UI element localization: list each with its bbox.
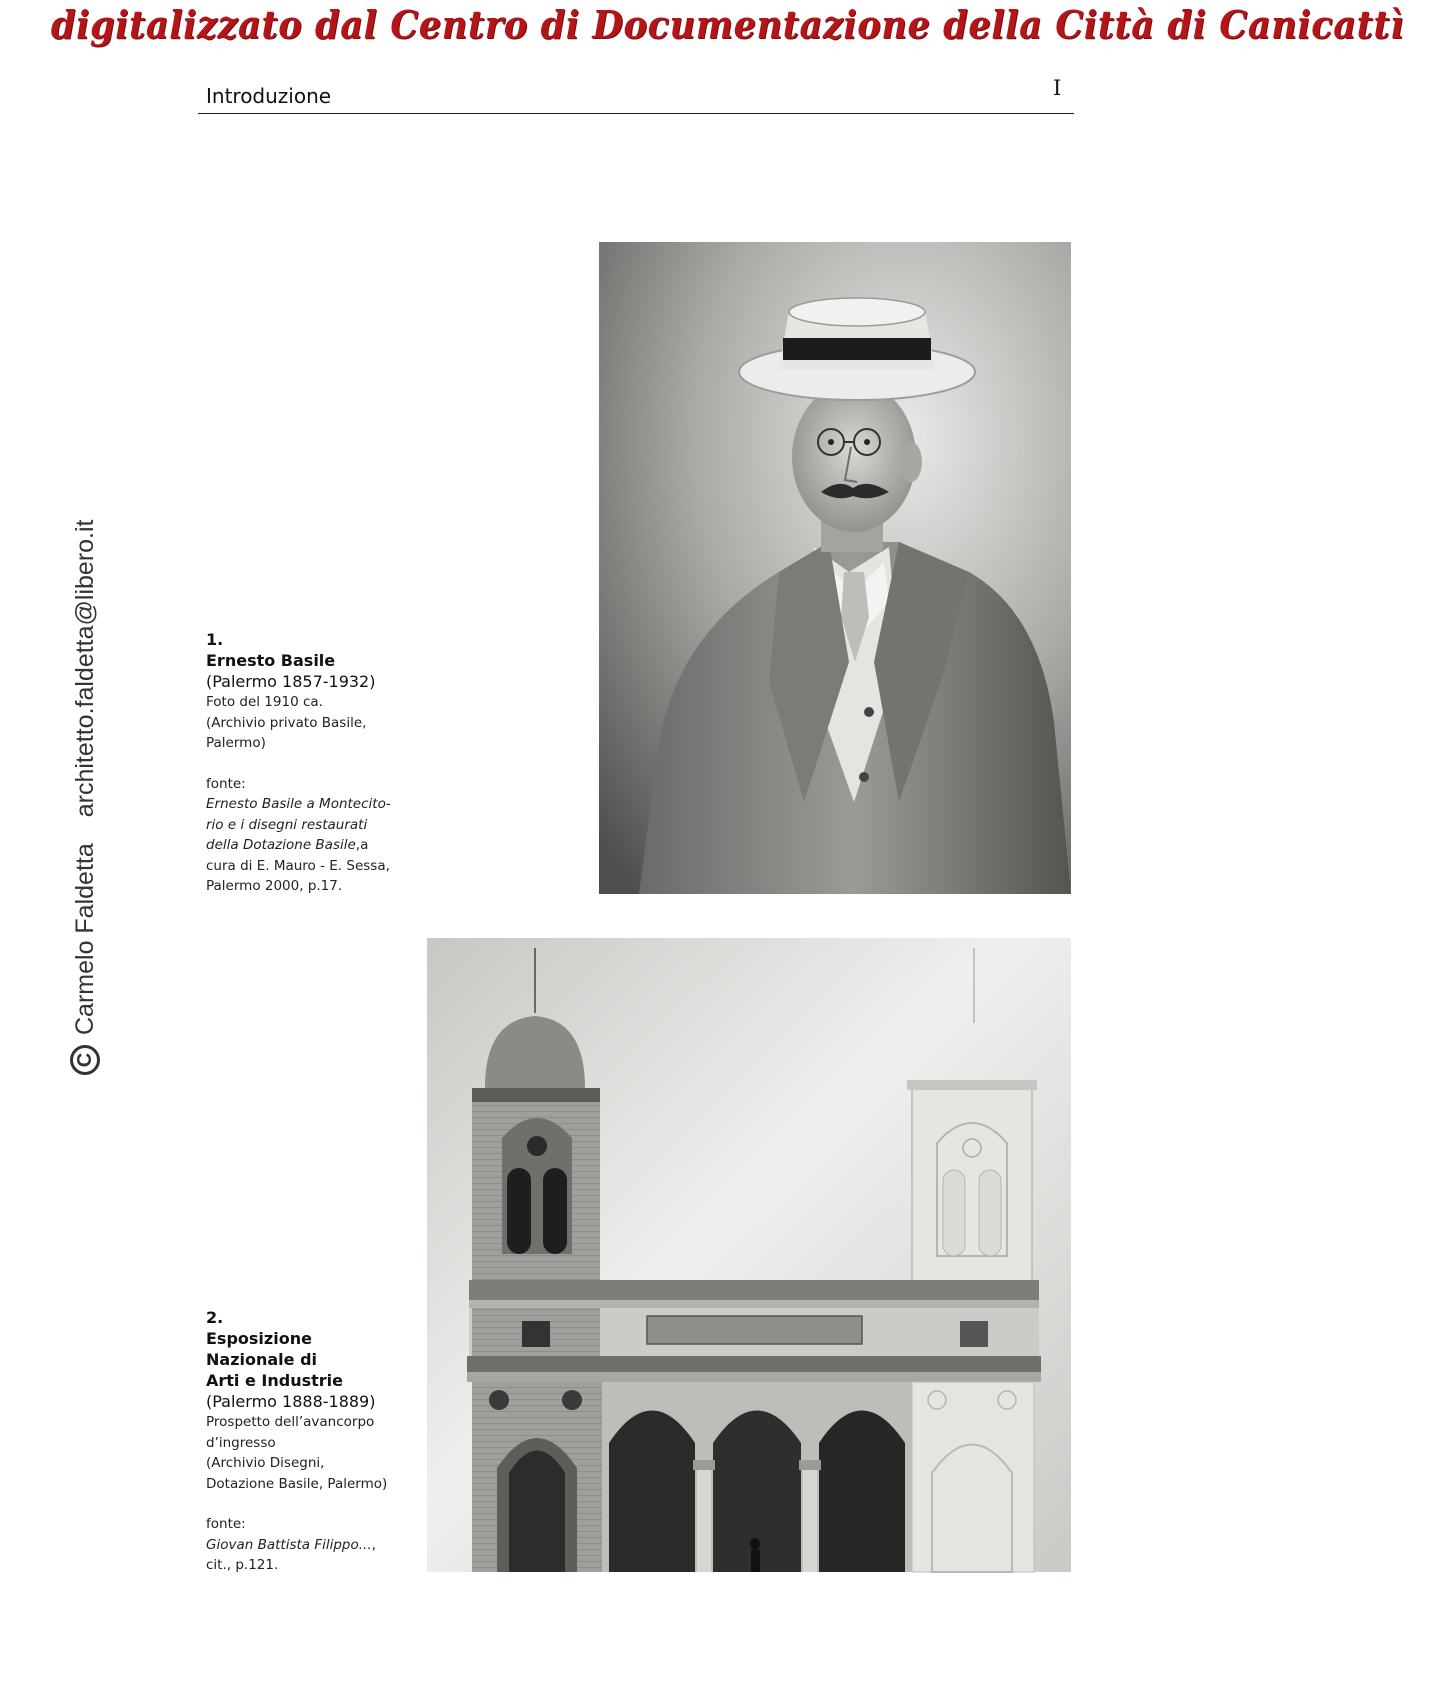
figure-2-caption [206, 1307, 411, 1576]
figure-1-source-tail: ,a [355, 837, 369, 853]
figure-2-source-tail: , [371, 1536, 376, 1553]
figure-2-desc-line: d’ingresso [206, 1434, 276, 1451]
figure-1-source-title: della Dotazione Basile [206, 837, 356, 853]
page-number: I [1053, 76, 1062, 100]
figure-1-source-line: Palermo 2000, p.17. [206, 878, 343, 894]
section-title: Introduzione [206, 84, 332, 108]
figure-2-subtitle: (Palermo 1888-1889) [206, 1392, 376, 1411]
figure-2-desc-line: Dotazione Basile, Palermo) [206, 1475, 388, 1492]
figure-1-source-title: rio e i disegni restaurati [206, 816, 368, 833]
facade-elevation-drawing [427, 938, 1071, 1572]
figure-1-caption [206, 629, 411, 897]
figure-1-subtitle: (Palermo 1857-1932) [206, 672, 376, 691]
copyright-icon: C [70, 1045, 100, 1075]
figure-2-desc-line: (Archivio Disegni, [206, 1455, 325, 1471]
figure-2-source-label: fonte: [206, 1516, 246, 1532]
figure-1-title: Ernesto Basile [206, 651, 336, 670]
figure-2-title: Esposizione [206, 1329, 312, 1348]
watermark-author: Carmelo Faldetta [70, 843, 99, 1035]
figure-2-title: Arti e Industrie [206, 1371, 343, 1390]
figure-1-desc-line: Foto del 1910 ca. [206, 694, 323, 710]
figure-2-source-line: cit., p.121. [206, 1557, 279, 1573]
figure-2-source-title: Giovan Battista Filippo... [206, 1536, 372, 1553]
figure-1-source-title: Ernesto Basile a Montecito- [206, 796, 391, 812]
figure-1-desc-line: Palermo) [206, 735, 266, 751]
portrait-photo [599, 242, 1071, 894]
figure-1-desc-line: (Archivio privato Basile, [206, 714, 367, 731]
figure-1-number: 1. [206, 630, 224, 649]
figure-1-source-label: fonte: [206, 775, 246, 792]
figure-2-desc-line: Prospetto dell’avancorpo [206, 1414, 375, 1430]
digitization-banner [0, 0, 1405, 60]
banner-text: digitalizzato dal Centro di Documentazione della Città di Canicattì [50, 2, 1405, 47]
figure-1-source-line: cura di E. Mauro - E. Sessa, [206, 857, 390, 874]
figure-2-title: Nazionale di [206, 1350, 318, 1369]
figure-2-number: 2. [206, 1308, 224, 1327]
header-divider [198, 113, 1074, 114]
watermark-email: architetto.faldetta@libero.it [70, 519, 99, 818]
